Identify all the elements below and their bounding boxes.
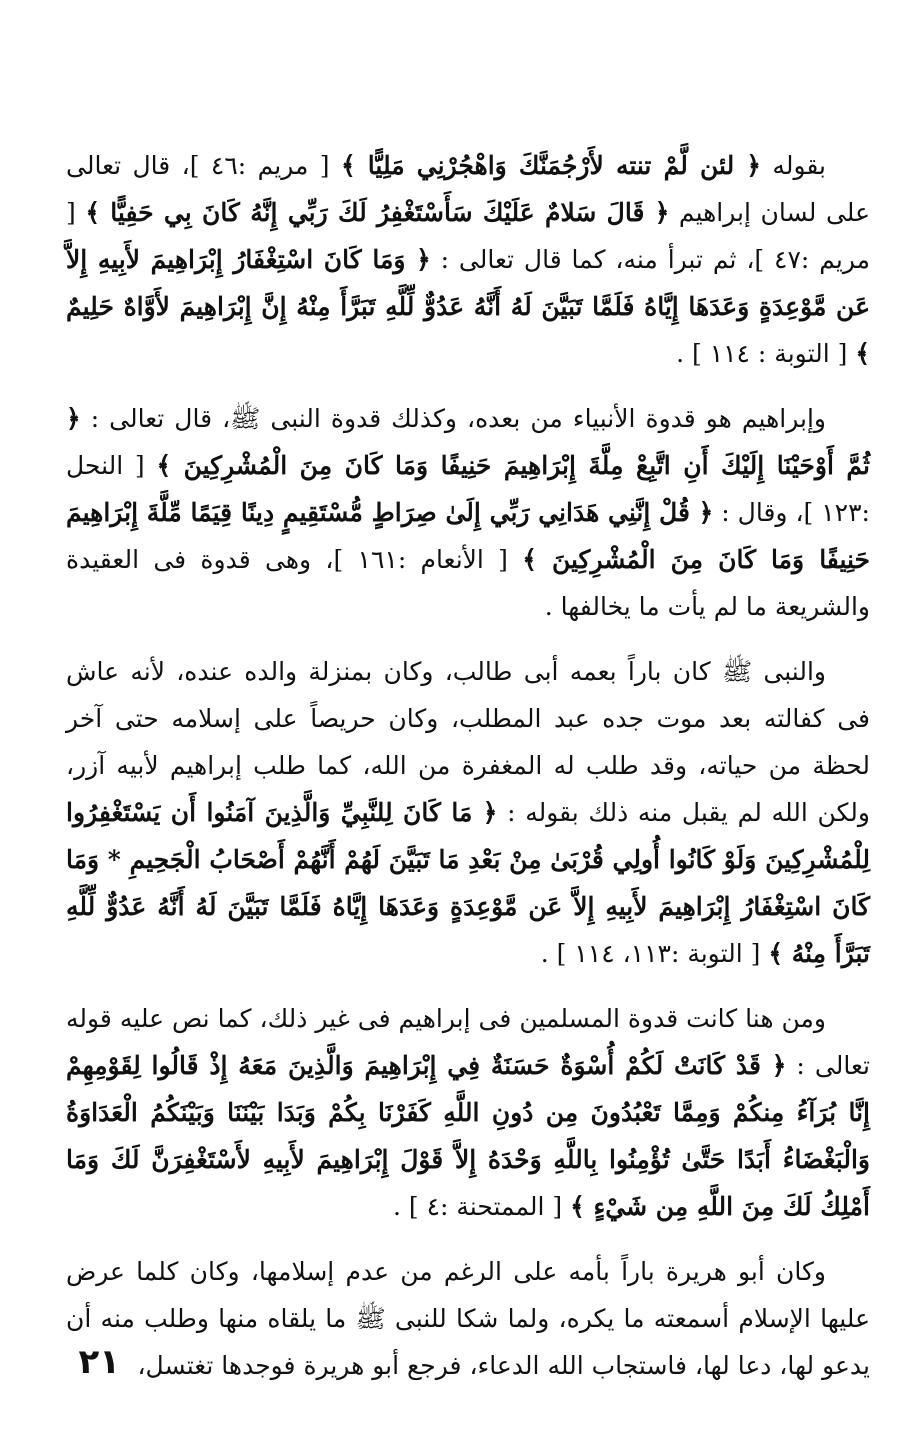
- page-body: [66, 142, 870, 1380]
- text-segment: [ النحل :١٢٣ ]، وقال :: [66, 451, 870, 527]
- text-segment: [ مريم :٤٦ ]، قال تعالى على لسان إبراهيم: [66, 151, 870, 227]
- text-segment: بقوله: [761, 151, 826, 180]
- paragraph-1: [66, 142, 870, 377]
- quran-quote: ﴿ وَمَا كَانَ اسْتِغْفَارُ إِبْرَاهِيمَ لأَبِيهِ إِلاَّ عَن مَّوْعِدَةٍ وَعَدَهَا إِيَّاهُ فَلَمَّا تَبَيَّنَ لَهُ أَنَّهُ عَدُوٌّ لِّلَّهِ تَبَرَّأَ مِنْهُ إِنَّ إِبْرَاهِيمَ لأَوَّاهٌ حَلِيمٌ ﴾: [66, 245, 870, 368]
- text-segment: [ مريم :٤٧ ]، ثم تبرأ منه، كما قال تعالى :: [66, 198, 871, 274]
- quran-quote: ﴿ ثُمَّ أَوْحَيْنَا إِلَيْكَ أَنِ اتَّبِعْ مِلَّةَ إِبْرَاهِيمَ حَنِيفًا وَمَا كَانَ مِنَ الْمُشْرِكِينَ ﴾: [66, 404, 870, 480]
- text-segment: [ التوبة :١١٣، ١١٤ ] .: [540, 939, 769, 968]
- paragraph-3: [66, 648, 870, 977]
- text-segment: وإبراهيم هو قدوة الأنبياء من بعده، وكذلك قدوة النبى ﷺ، قال تعالى :: [80, 404, 826, 433]
- quran-quote: ﴿ مَا كَانَ لِلنَّبِيِّ وَالَّذِينَ آمَنُوا أَن يَسْتَغْفِرُوا لِلْمُشْرِكِينَ وَلَوْ كَانُوا أُولِي قُرْبَىٰ مِنْ بَعْدِ مَا تَبَيَّنَ لَهُمْ أَنَّهُمْ أَصْحَابُ الْجَحِيمِ * وَمَا كَانَ اسْتِغْفَارُ إِبْرَاهِيمَ لأَبِيهِ إِلاَّ عَن مَّوْعِدَةٍ وَعَدَهَا إِيَّاهُ فَلَمَّا تَبَيَّنَ لَهُ أَنَّهُ عَدُوٌّ لِّلَّهِ تَبَرَّأَ مِنْهُ ﴾: [66, 798, 870, 968]
- quran-quote: ﴿ قُلْ إِنَّنِي هَدَانِي رَبِّي إِلَىٰ صِرَاطٍ مُّسْتَقِيمٍ دِينًا قِيَمًا مِّلَّةَ إِبْرَاهِيمَ حَنِيفًا وَمَا كَانَ مِنَ الْمُشْرِكِينَ ﴾: [66, 498, 870, 574]
- text-segment: والنبى ﷺ كان باراً بعمه أبى طالب، وكان بمنزلة والده عنده، لأنه عاش فى كفالته بعد موت جده عبد المطلب، وكان حريصاً على إسلامه حتى آخر لحظة من حياته، وقد طلب له المغفرة من الله، كما طلب إبراهيم لأبيه آزر، ولكن الله لم يقبل منه ذلك بقوله :: [66, 657, 870, 827]
- text-segment: وكان أبو هريرة باراً بأمه على الرغم من عدم إسلامها، وكان كلما عرض عليها الإسلام أسمعته ما يكره، ولما شكا للنبى ﷺ ما يلقاه منها وطلب منه أن يدعو لها، دعا لها، فاستجاب الله الدعاء، فرجع أبو هريرة فوجدها تغتسل،: [66, 1257, 870, 1380]
- quran-quote: ﴿ قَدْ كَانَتْ لَكُمْ أُسْوَةٌ حَسَنَةٌ فِي إِبْرَاهِيمَ وَالَّذِينَ مَعَهُ إِذْ قَالُوا لِقَوْمِهِمْ إِنَّا بُرَآءُ مِنكُمْ وَمِمَّا تَعْبُدُونَ مِن دُونِ اللَّهِ كَفَرْنَا بِكُمْ وَبَدَا بَيْنَنَا وَبَيْنَكُمُ الْعَدَاوَةُ وَالْبَغْضَاءُ أَبَدًا حَتَّىٰ تُؤْمِنُوا بِاللَّهِ وَحْدَهُ إِلاَّ قَوْلَ إِبْرَاهِيمَ لأَبِيهِ لأَسْتَغْفِرَنَّ لَكَ وَمَا أَمْلِكُ لَكَ مِنَ اللَّهِ مِن شَيْءٍ ﴾: [66, 1051, 870, 1221]
- text-segment: ومن هنا كانت قدوة المسلمين فى إبراهيم فى غير ذلك، كما نص عليه قوله تعالى :: [66, 1004, 870, 1080]
- quran-quote: ﴿ قَالَ سَلامٌ عَلَيْكَ سَأَسْتَغْفِرُ لَكَ رَبِّي إِنَّهُ كَانَ بِي حَفِيًّا ﴾: [85, 198, 670, 227]
- text-segment: [ الأنعام :١٦١ ]، وهى قدوة فى العقيدة والشريعة ما لم يأت ما يخالفها .: [66, 545, 870, 621]
- paragraph-4: [66, 995, 870, 1230]
- quran-quote: ﴿ لئن لَّمْ تنته لأَرْجُمَنَّكَ وَاهْجُرْنِي مَلِيًّا ﴾: [340, 151, 762, 180]
- text-segment: [ التوبة : ١١٤ ] .: [676, 339, 856, 368]
- text-segment: [ الممتحنة :٤ ] .: [392, 1192, 571, 1221]
- paragraph-2: [66, 395, 870, 630]
- paragraph-5: [66, 1248, 870, 1389]
- page-number: ٢١: [78, 1342, 120, 1382]
